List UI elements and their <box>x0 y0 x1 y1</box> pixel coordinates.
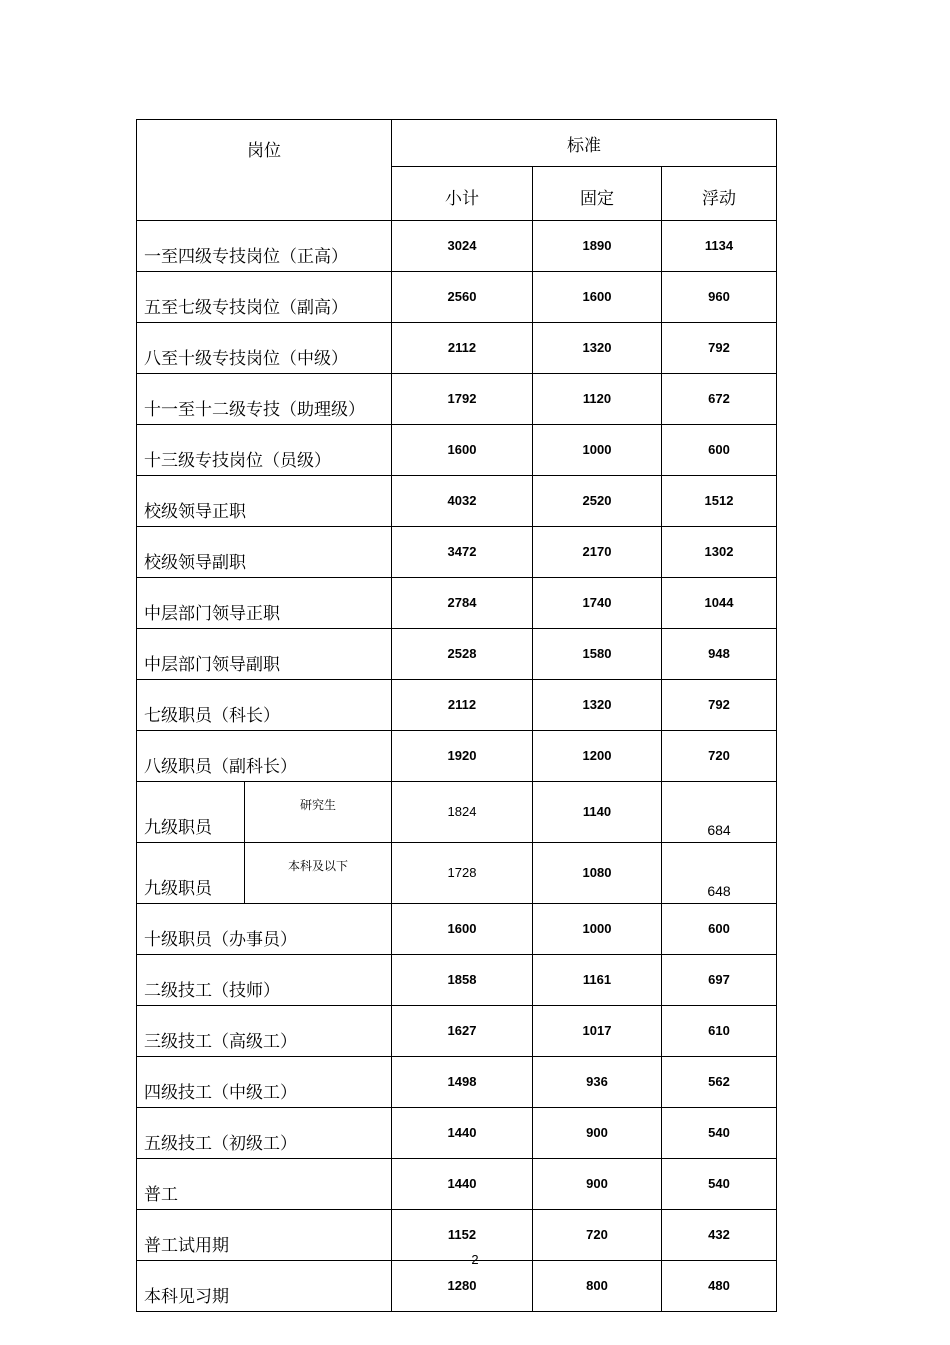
table-row <box>137 1006 777 1057</box>
row-sub-label: 研究生 <box>245 782 392 843</box>
row-floating: 562 <box>662 1057 777 1108</box>
page-number: 2 <box>471 1252 479 1267</box>
row-label: 中层部门领导副职 <box>137 629 392 680</box>
row-floating: 600 <box>662 904 777 955</box>
row-subtotal: 2784 <box>392 578 533 629</box>
row-subtotal: 1498 <box>392 1057 533 1108</box>
header-subtotal: 小计 <box>392 167 533 221</box>
row-fixed: 2170 <box>533 527 662 578</box>
header-position: 岗位 <box>137 120 392 221</box>
row-label: 五级技工（初级工） <box>137 1108 392 1159</box>
row-subtotal: 2112 <box>392 323 533 374</box>
table-row <box>137 731 777 782</box>
row-floating: 672 <box>662 374 777 425</box>
row-subtotal: 2528 <box>392 629 533 680</box>
row-fixed: 1320 <box>533 680 662 731</box>
row-floating: 684 <box>662 782 777 843</box>
table-row <box>137 843 777 904</box>
header-row <box>137 120 777 167</box>
row-fixed: 1000 <box>533 904 662 955</box>
table-row <box>137 323 777 374</box>
table-row <box>137 782 777 843</box>
table-row <box>137 272 777 323</box>
row-label: 本科见习期 <box>137 1261 392 1312</box>
row-label: 七级职员（科长） <box>137 680 392 731</box>
row-floating: 948 <box>662 629 777 680</box>
table-row <box>137 1159 777 1210</box>
header-standard: 标准 <box>392 120 777 167</box>
row-label: 八至十级专技岗位（中级） <box>137 323 392 374</box>
row-floating: 432 <box>662 1210 777 1261</box>
row-subtotal: 1152 <box>392 1210 533 1261</box>
row-subtotal: 1280 <box>392 1261 533 1312</box>
table-row <box>137 527 777 578</box>
table-row <box>137 578 777 629</box>
row-floating: 1302 <box>662 527 777 578</box>
row-floating: 1512 <box>662 476 777 527</box>
row-label: 四级技工（中级工） <box>137 1057 392 1108</box>
row-fixed: 900 <box>533 1159 662 1210</box>
header-floating: 浮动 <box>662 167 777 221</box>
row-label: 一至四级专技岗位（正高） <box>137 221 392 272</box>
row-floating: 697 <box>662 955 777 1006</box>
table-row <box>137 629 777 680</box>
row-label: 三级技工（高级工） <box>137 1006 392 1057</box>
row-floating: 648 <box>662 843 777 904</box>
row-subtotal: 3472 <box>392 527 533 578</box>
row-fixed: 1200 <box>533 731 662 782</box>
row-floating: 600 <box>662 425 777 476</box>
row-subtotal: 4032 <box>392 476 533 527</box>
row-fixed: 1600 <box>533 272 662 323</box>
row-label: 五至七级专技岗位（副高） <box>137 272 392 323</box>
row-label: 八级职员（副科长） <box>137 731 392 782</box>
row-floating: 480 <box>662 1261 777 1312</box>
row-label: 中层部门领导正职 <box>137 578 392 629</box>
row-label: 九级职员 <box>137 843 245 904</box>
row-fixed: 1161 <box>533 955 662 1006</box>
row-fixed: 2520 <box>533 476 662 527</box>
row-floating: 540 <box>662 1108 777 1159</box>
table-row <box>137 1108 777 1159</box>
row-sub-label: 本科及以下 <box>245 843 392 904</box>
row-fixed: 1080 <box>533 843 662 904</box>
row-fixed: 1740 <box>533 578 662 629</box>
row-fixed: 1140 <box>533 782 662 843</box>
row-subtotal: 1728 <box>392 843 533 904</box>
row-label: 校级领导副职 <box>137 527 392 578</box>
row-fixed: 800 <box>533 1261 662 1312</box>
table-row <box>137 955 777 1006</box>
table-row <box>137 1057 777 1108</box>
row-subtotal: 2112 <box>392 680 533 731</box>
row-subtotal: 1600 <box>392 904 533 955</box>
row-floating: 540 <box>662 1159 777 1210</box>
row-label: 九级职员 <box>137 782 245 843</box>
row-fixed: 936 <box>533 1057 662 1108</box>
table-row <box>137 221 777 272</box>
table-row <box>137 425 777 476</box>
row-label: 十级职员（办事员） <box>137 904 392 955</box>
row-label: 十三级专技岗位（员级） <box>137 425 392 476</box>
row-subtotal: 1440 <box>392 1159 533 1210</box>
header-fixed: 固定 <box>533 167 662 221</box>
row-fixed: 1017 <box>533 1006 662 1057</box>
row-fixed: 1000 <box>533 425 662 476</box>
row-fixed: 1120 <box>533 374 662 425</box>
row-subtotal: 1920 <box>392 731 533 782</box>
row-fixed: 1320 <box>533 323 662 374</box>
row-subtotal: 1440 <box>392 1108 533 1159</box>
row-floating: 1134 <box>662 221 777 272</box>
row-floating: 720 <box>662 731 777 782</box>
row-fixed: 720 <box>533 1210 662 1261</box>
row-label: 二级技工（技师） <box>137 955 392 1006</box>
row-label: 校级领导正职 <box>137 476 392 527</box>
row-fixed: 900 <box>533 1108 662 1159</box>
row-subtotal: 1792 <box>392 374 533 425</box>
table-row <box>137 374 777 425</box>
row-fixed: 1580 <box>533 629 662 680</box>
row-subtotal: 3024 <box>392 221 533 272</box>
row-floating: 610 <box>662 1006 777 1057</box>
row-label: 十一至十二级专技（助理级） <box>137 374 392 425</box>
row-floating: 792 <box>662 680 777 731</box>
row-fixed: 1890 <box>533 221 662 272</box>
table-row <box>137 476 777 527</box>
row-subtotal: 1824 <box>392 782 533 843</box>
row-label: 普工 <box>137 1159 392 1210</box>
table-row <box>137 1261 777 1312</box>
row-subtotal: 1858 <box>392 955 533 1006</box>
table-row <box>137 680 777 731</box>
row-floating: 792 <box>662 323 777 374</box>
table-row <box>137 904 777 955</box>
row-label: 普工试用期 <box>137 1210 392 1261</box>
row-subtotal: 1627 <box>392 1006 533 1057</box>
row-subtotal: 1600 <box>392 425 533 476</box>
row-floating: 960 <box>662 272 777 323</box>
row-floating: 1044 <box>662 578 777 629</box>
salary-standard-table <box>136 119 777 1312</box>
row-subtotal: 2560 <box>392 272 533 323</box>
